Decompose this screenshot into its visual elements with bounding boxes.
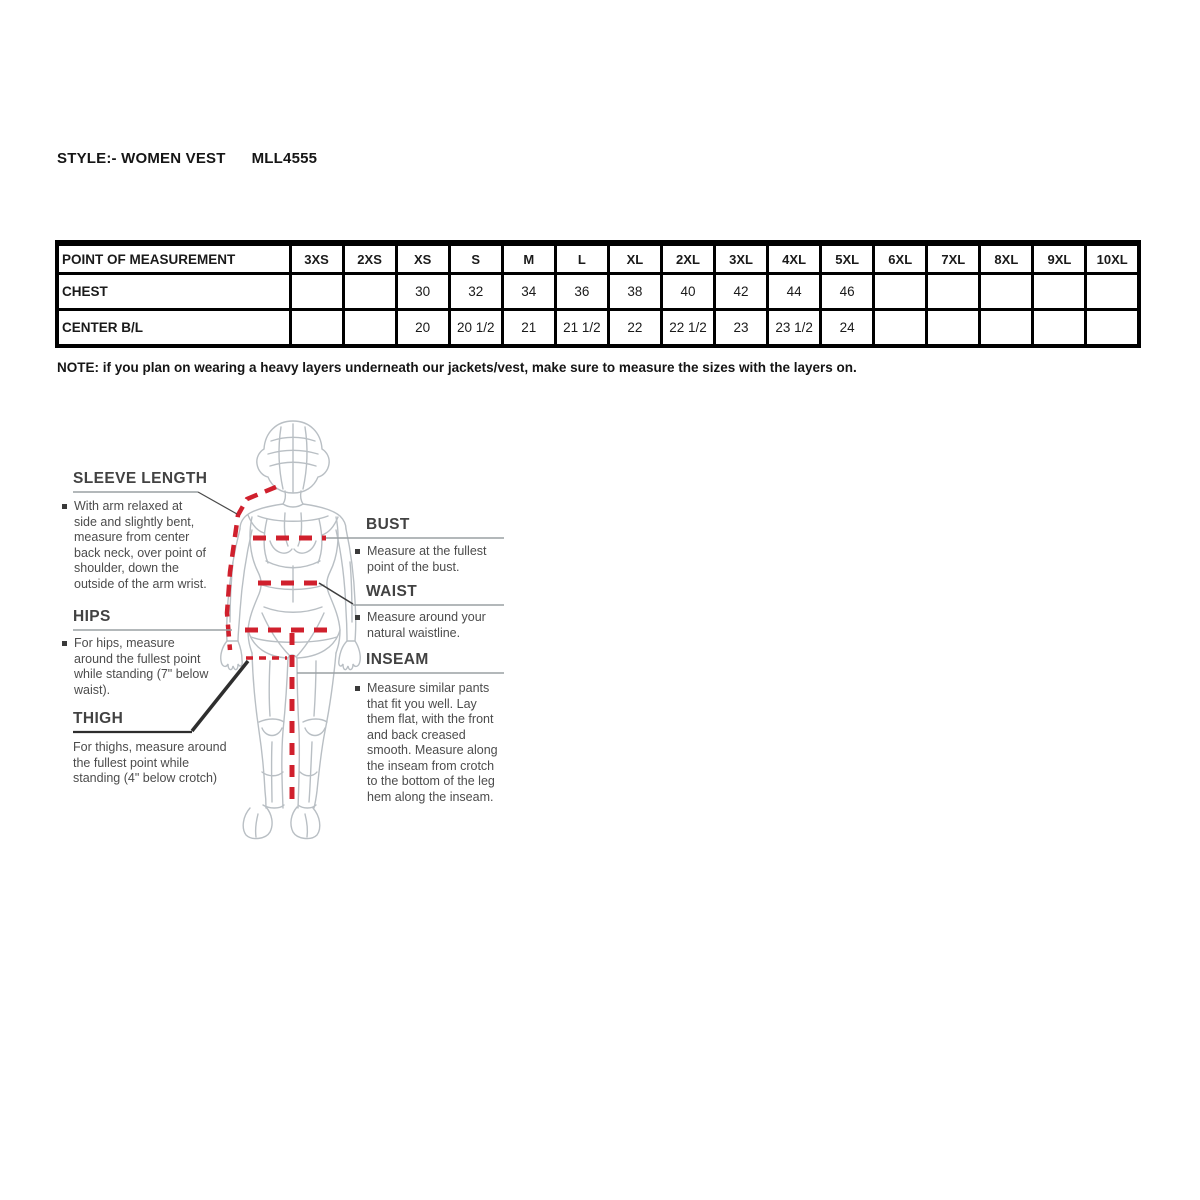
cell: 46	[821, 274, 874, 310]
column-header: M	[502, 243, 555, 274]
cell: 34	[502, 274, 555, 310]
bust-description: Measure at the fullest point of the bust.	[355, 544, 495, 575]
cell: 20	[396, 310, 449, 347]
column-header: 9XL	[1033, 243, 1086, 274]
measurement-lines	[227, 487, 331, 803]
cell: 21 1/2	[555, 310, 608, 347]
cell: 23 1/2	[768, 310, 821, 347]
cell: 24	[821, 310, 874, 347]
thigh-title: THIGH	[73, 710, 124, 727]
row-label: CHEST	[57, 274, 290, 310]
column-header: 5XL	[821, 243, 874, 274]
bullet-icon	[62, 504, 67, 509]
style-code: MLL4555	[251, 150, 318, 167]
column-header: 10XL	[1086, 243, 1139, 274]
inseam-description: Measure similar pants that fit you well. Lay them flat, with the front and back creased smooth. Measure along the inseam from crotch to the bottom of the leg hem along the inseam.	[355, 681, 507, 805]
cell: 44	[768, 274, 821, 310]
cell: 38	[608, 274, 661, 310]
note-text: NOTE: if you plan on wearing a heavy layers underneath our jackets/vest, make sure to measure the sizes with the layers on.	[57, 360, 857, 375]
bullet-icon	[355, 549, 360, 554]
column-header: 7XL	[927, 243, 980, 274]
sleeve-length-description: With arm relaxed at side and slightly bent, measure from center back neck, over point of shoulder, down the outside of the arm wrist.	[62, 499, 208, 592]
bust-title: BUST	[366, 516, 410, 533]
cell: 23	[715, 310, 768, 347]
waist-description: Measure around your natural waistline.	[355, 610, 495, 641]
cell: 30	[396, 274, 449, 310]
row-label: CENTER B/L	[57, 310, 290, 347]
column-header: S	[449, 243, 502, 274]
cell: 21	[502, 310, 555, 347]
thigh-description: For thighs, measure around the fullest point while standing (4" below crotch)	[73, 740, 227, 785]
column-header: 4XL	[768, 243, 821, 274]
sleeve-length-title: SLEEVE LENGTH	[73, 470, 208, 487]
column-header: XL	[608, 243, 661, 274]
cell: 40	[661, 274, 714, 310]
cell: 20 1/2	[449, 310, 502, 347]
hips-description: For hips, measure around the fullest point while standing (7" below waist).	[62, 636, 214, 698]
cell: 32	[449, 274, 502, 310]
column-header: 2XL	[661, 243, 714, 274]
column-header: 8XL	[980, 243, 1033, 274]
waist-title: WAIST	[366, 583, 418, 600]
column-header: 6XL	[874, 243, 927, 274]
column-header: POINT OF MEASUREMENT	[57, 243, 290, 274]
bullet-icon	[355, 615, 360, 620]
waist-callout	[319, 583, 353, 604]
column-header: 3XS	[290, 243, 343, 274]
style-label: STYLE:- WOMEN VEST	[57, 150, 226, 167]
hips-title: HIPS	[73, 608, 111, 625]
bullet-icon	[355, 686, 360, 691]
column-header: L	[555, 243, 608, 274]
inseam-title: INSEAM	[366, 651, 429, 668]
cell: 22	[608, 310, 661, 347]
cell: 36	[555, 274, 608, 310]
bullet-icon	[62, 641, 67, 646]
cell: 42	[715, 274, 768, 310]
column-header: 2XS	[343, 243, 396, 274]
column-header: 3XL	[715, 243, 768, 274]
column-header: XS	[396, 243, 449, 274]
cell: 22 1/2	[661, 310, 714, 347]
